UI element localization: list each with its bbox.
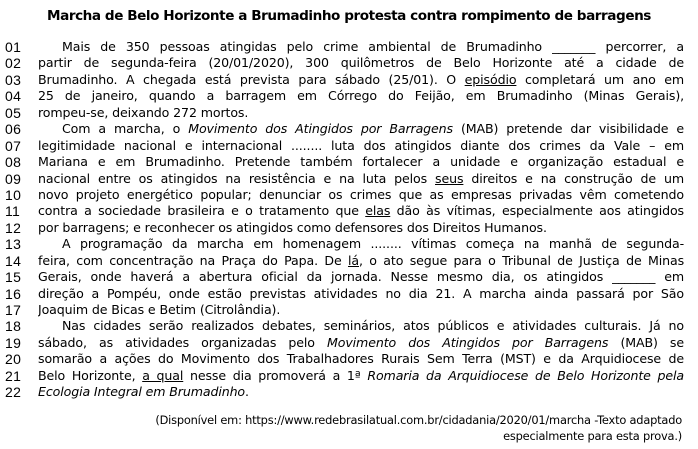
text-segment: (MAB) se	[608, 334, 684, 350]
line-text	[38, 351, 684, 367]
text-segment: (MAB) pretende dar visibilidade e	[452, 121, 684, 137]
underlined-word: elas	[365, 203, 391, 219]
line-text	[38, 121, 684, 137]
line-text	[38, 138, 684, 154]
line-number: 01	[5, 39, 22, 55]
article-title: Marcha de Belo Horizonte a Brumadinho protesta contra rompimento de barragens	[47, 8, 651, 24]
text-line	[0, 203, 698, 219]
numbered-text-body	[0, 39, 698, 401]
text-segment: partir de segunda-feira (20/01/2020), 300 quilômetros de Belo Horizonte até a cidade de	[38, 55, 684, 71]
text-segment: Com a marcha, o	[62, 121, 189, 137]
line-number: 19	[5, 334, 22, 351]
line-text	[38, 72, 684, 88]
line-text	[38, 302, 684, 318]
line-text	[38, 220, 684, 236]
text-segment: Nas cidades serão realizados debates, seminários, atos públicos e atividades culturais. Já no	[62, 318, 684, 334]
line-number: 07	[5, 137, 22, 154]
line-text	[38, 55, 684, 71]
line-number: 22	[5, 384, 22, 401]
line-text	[38, 105, 684, 121]
text-segment: somarão a ações do Movimento dos Trabalhadores Rurais Sem Terra (MST) e da Arquidiocese de	[38, 351, 684, 367]
text-line	[0, 220, 698, 236]
text-segment: novo projeto energético popular; denunciar os crimes que as empresas privadas vêm cometendo	[38, 186, 684, 202]
text-segment: .	[245, 384, 249, 400]
line-text	[38, 286, 684, 302]
line-text	[38, 384, 684, 400]
text-segment: Mais de 350 pessoas atingidas pelo crime ambiental de Brumadinho _______ percorrer, a	[62, 39, 684, 54]
line-text	[38, 318, 684, 334]
line-number: 11	[5, 203, 21, 220]
underlined-word: lá	[348, 252, 359, 268]
text-segment: completará um ano em	[516, 71, 684, 87]
text-line	[0, 384, 698, 400]
text-segment: direitos e na construção de um	[463, 170, 684, 186]
text-segment: nacional entre os atingidos na resistência e na luta pelos	[38, 170, 436, 186]
line-number: 04	[5, 88, 22, 105]
text-segment: por barragens; e reconhecer os atingidos como defensores dos Direitos Humanos.	[38, 219, 547, 235]
line-number: 10	[5, 186, 22, 203]
text-line	[0, 121, 698, 137]
italic-text: Movimento dos Atingidos por Barragens	[327, 334, 609, 350]
text-segment: legitimidade nacional e internacional ........ luta dos atingidos diante dos crimes da Vale – em	[38, 137, 684, 153]
line-text	[38, 269, 684, 285]
line-number: 02	[5, 55, 22, 72]
line-number: 17	[5, 302, 22, 318]
line-number: 15	[5, 269, 22, 286]
text-segment: nesse dia promoverá a 1ª	[183, 367, 368, 383]
text-line	[0, 88, 698, 104]
text-segment: , o ato segue para o Tribunal de Justiça de Minas	[359, 252, 684, 268]
underlined-word: a qual	[142, 367, 184, 383]
line-text	[38, 88, 684, 104]
text-segment: feira, com concentração na Praça do Papa. De	[38, 252, 349, 268]
text-line	[0, 269, 698, 285]
line-number: 18	[5, 318, 22, 335]
line-number: 08	[5, 154, 22, 171]
text-segment: A programação da marcha em homenagem ........ vítimas começa na manhã de segunda-	[62, 236, 684, 252]
text-segment: Brumadinho. A chegada está prevista para sábado (25/01). O	[38, 71, 465, 87]
line-text	[38, 236, 684, 252]
text-line	[0, 368, 698, 384]
text-segment: contra a sociedade brasileira e o tratamento que	[38, 203, 366, 219]
text-line	[0, 236, 698, 252]
underlined-word: seus	[435, 170, 464, 186]
text-segment: dão às vítimas, especialmente aos atingidos	[390, 203, 684, 219]
text-segment: Joaquim de Bicas e Betim (Citrolândia).	[38, 302, 281, 317]
italic-text: Ecologia Integral em Brumadinho	[38, 384, 246, 400]
text-segment: Mariana e em Brumadinho. Pretende também fortalecer a unidade e organização estadual e	[38, 154, 684, 170]
line-number: 21	[5, 367, 22, 384]
text-line	[0, 286, 698, 302]
text-line	[0, 138, 698, 154]
line-text	[38, 154, 684, 170]
italic-text: Movimento dos Atingidos por Barragens	[188, 121, 453, 137]
line-text	[38, 335, 684, 351]
line-number: 03	[5, 71, 22, 88]
line-number: 05	[5, 104, 22, 121]
line-text	[38, 368, 684, 384]
text-line	[0, 318, 698, 334]
source-citation	[155, 413, 682, 444]
text-line	[0, 335, 698, 351]
text-segment: Gerais, onde haverá a abertura oficial da jornada. Nesse mesmo dia, os atingidos _______ em	[38, 269, 684, 285]
italic-text: Romaria da Arquidiocese de Belo Horizonte pela	[367, 367, 684, 383]
text-line	[0, 55, 698, 71]
text-line	[0, 39, 698, 55]
text-line	[0, 171, 698, 187]
text-line	[0, 187, 698, 203]
text-segment: rompeu-se, deixando 272 mortos.	[38, 104, 249, 120]
line-number: 16	[5, 285, 22, 302]
text-line	[0, 253, 698, 269]
line-text	[38, 39, 684, 55]
text-line	[0, 154, 698, 170]
line-number: 12	[5, 219, 22, 236]
line-text	[38, 253, 684, 269]
text-segment: Belo Horizonte,	[38, 367, 143, 383]
line-number: 09	[5, 170, 22, 187]
text-segment: 25 de janeiro, quando a barragem em Córrego do Feijão, em Brumadinho (Minas Gerais),	[38, 88, 684, 104]
line-number: 14	[5, 252, 22, 269]
source-citation-line-2: especialmente para esta prova.)	[503, 428, 682, 443]
line-number: 20	[5, 351, 22, 368]
line-text	[38, 203, 684, 219]
text-segment: sábado, as atividades organizadas pelo	[38, 334, 328, 350]
source-citation-line-1: (Disponível em: https://www.redebrasilatual.com.br/cidadania/2020/01/marcha -Texto adaptado	[155, 413, 682, 427]
text-line	[0, 105, 698, 121]
text-line	[0, 302, 698, 318]
text-line	[0, 72, 698, 88]
line-number: 13	[5, 236, 22, 253]
text-segment: direção a Pompéu, onde estão previstas atividades no dia 21. A marcha ainda passará por São	[38, 285, 684, 301]
underlined-word: episódio	[464, 71, 517, 87]
line-text	[38, 187, 684, 203]
text-line	[0, 351, 698, 367]
line-text	[38, 171, 684, 187]
line-number: 06	[5, 121, 22, 138]
